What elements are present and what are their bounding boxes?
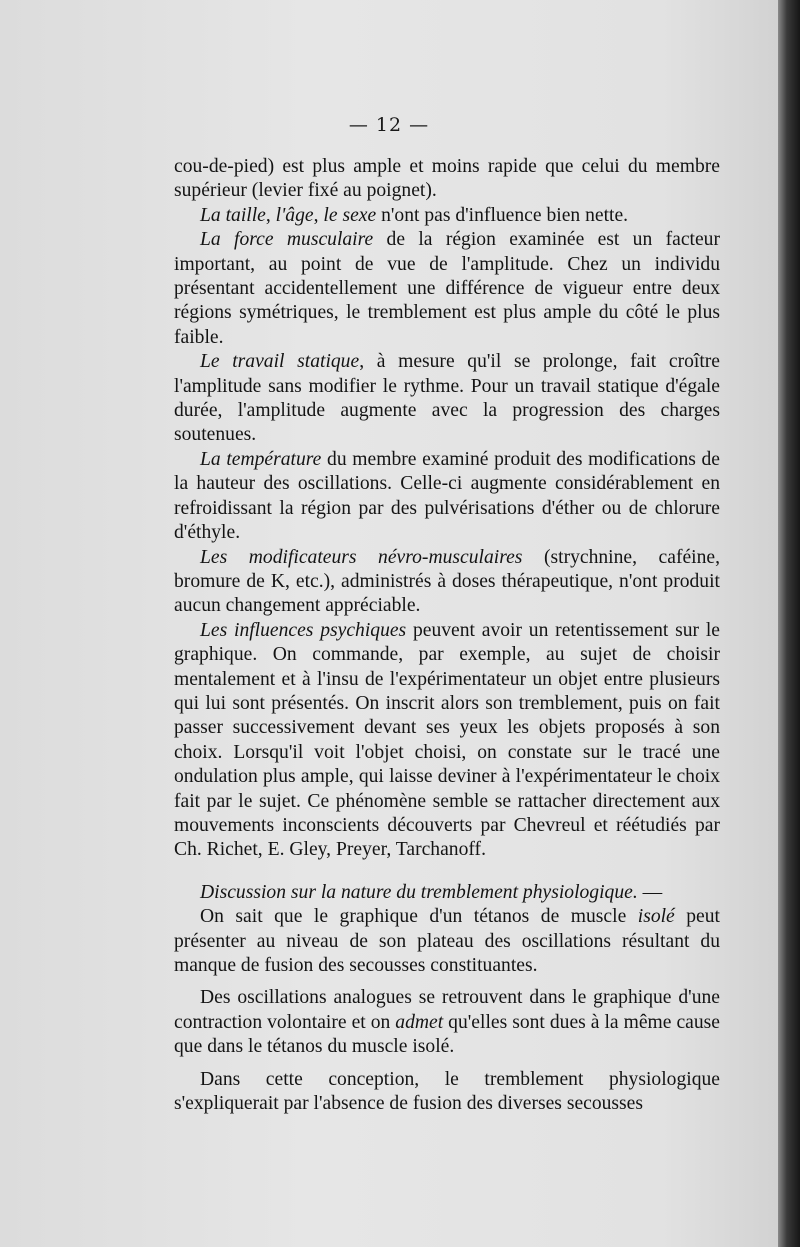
italic-text: le sexe [323, 204, 377, 226]
italic-text: Discussion sur la nature du tremblement physiologique. [200, 881, 638, 903]
section-heading-discussion [174, 881, 720, 905]
text-run: peuvent avoir un retentissement sur le graphique. On commande, par exemple, au sujet de choisir mentalement et à l'insu de l'expérimentateur un objet entre plusieurs qui lui sont présentés. On inscrit alors son tremblement, puis on fait passer successivement devant ses yeux les objets proposés à son choix. Lorsqu'il voit l'objet choisi, on constate sur le tracé une ondulation plus ample, qui laisse deviner à l'expérimentateur le choix fait par le sujet. Ce phénomène semble se rattacher directement aux mouvements inconscients découverts par Chevreul et réétudiés par Ch. Richet, E. Gley, Preyer, Tarchanoff. [174, 619, 720, 861]
text-run: du membre examiné produit des modifications de la hauteur des oscillations. Celle-ci augmente considérablement en refroidissant la région par des pulvérisations d'éther ou de chlorure d'éthyle. [174, 448, 721, 544]
text-run: On sait que le graphique d'un tétanos de muscle [200, 906, 638, 928]
italic-text: Le travail statique [200, 351, 360, 373]
paragraph-voluntary-contraction [174, 986, 720, 1059]
text-run: n'ont pas d'influence bien nette. [376, 204, 629, 226]
page-number: — 12 — [348, 114, 430, 136]
paragraph-neuromuscular-modifiers [174, 546, 720, 619]
text-run: Des oscillations analogues se retrouvent dans le graphique d'une contraction volontaire et on [174, 987, 720, 1033]
paragraph-static-work [174, 350, 720, 448]
text-run: , à mesure qu'il se prolonge, fait croître l'amplitude sans modifier le rythme. Pour un travail statique d'égale durée, l'amplitude augmente avec la progression des charges soutenues. [174, 351, 720, 446]
paragraph-conception [174, 1068, 720, 1117]
italic-text: Les influences psychiques [200, 619, 407, 641]
body-text [174, 155, 720, 1116]
italic-text: La force musculaire [200, 229, 374, 251]
paragraph-continuation [174, 155, 720, 204]
text-run: peut présenter au niveau de son plateau des oscillations résultant du manque de fusion des secousses constituantes. [174, 906, 720, 976]
italic-text: La taille [200, 204, 266, 226]
text-run: , [313, 204, 324, 226]
text-run: cou-de-pied) est plus ample et moins rapide que celui du membre supérieur (levier fixé au poignet). [174, 156, 720, 202]
italic-text: l'âge [275, 204, 314, 226]
text-run: de la région examinée est un facteur important, au point de vue de l'amplitude. Chez un individu présentant accidentellement une différence de vigueur entre deux régions symétriques, le tremblement est plus ample du côté le plus faible. [174, 229, 720, 348]
paragraph-psychic-influences [174, 619, 720, 863]
text-run: — [637, 881, 663, 903]
text-run: , [265, 204, 276, 226]
paragraph-age-sex [174, 204, 720, 228]
paragraph-temperature [174, 448, 720, 546]
paragraph-muscular-force [174, 228, 720, 350]
text-run: qu'elles sont dues à la même cause que dans le tétanos du muscle isolé. [174, 1011, 720, 1058]
italic-text: isolé [637, 906, 675, 928]
italic-text: La température [200, 448, 322, 470]
paragraph-tetanus [174, 905, 720, 978]
italic-text: Les modificateurs névro-musculaires [200, 546, 523, 568]
text-run: Dans cette conception, le tremblement physiologique s'expliquerait par l'absence de fusion des diverses secousses [174, 1068, 720, 1115]
text-run: (strychnine, caféine, bromure de K, etc.), administrés à doses thérapeutique, n'ont produit aucun changement appréciable. [174, 546, 720, 617]
page-edge-shadow [778, 0, 800, 1247]
italic-text: admet [395, 1011, 444, 1033]
